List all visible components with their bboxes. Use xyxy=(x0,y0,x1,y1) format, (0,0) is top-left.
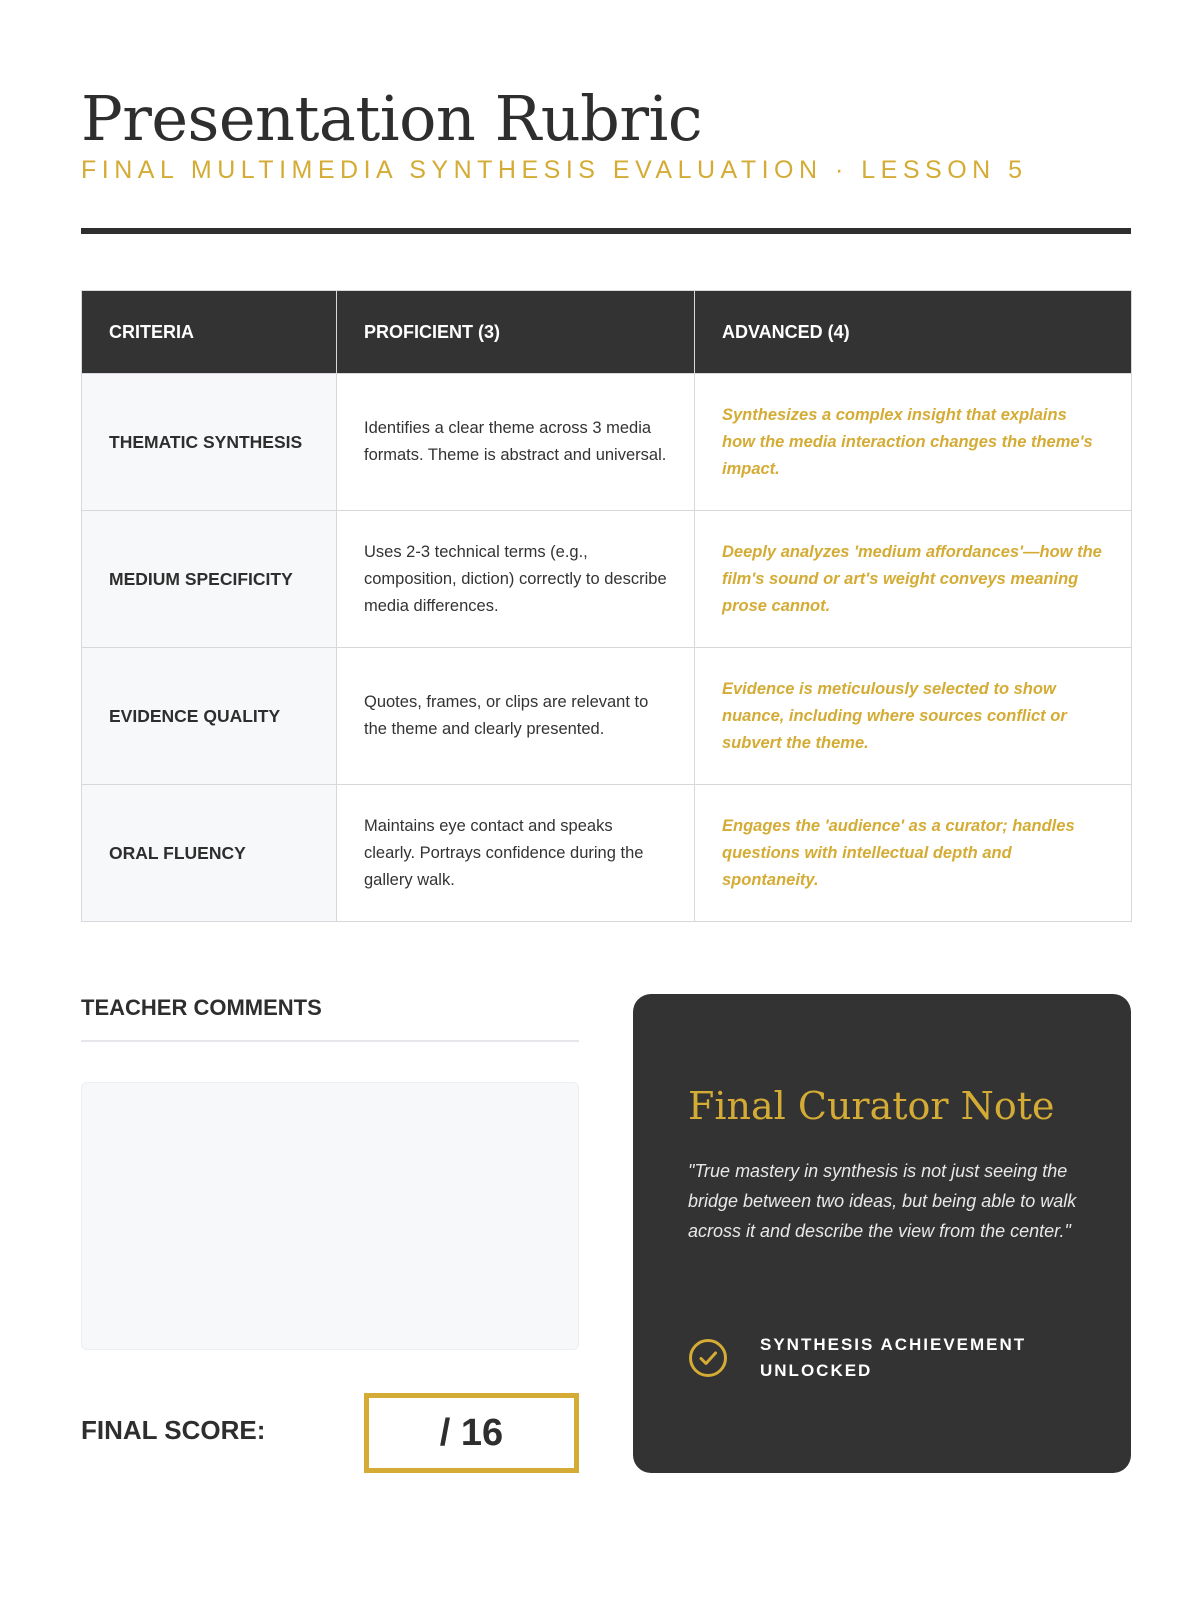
criteria-cell: THEMATIC SYNTHESIS xyxy=(82,374,337,511)
teacher-comments-title: TEACHER COMMENTS xyxy=(81,995,322,1020)
column-header-criteria: CRITERIA xyxy=(82,291,337,374)
proficient-cell: Uses 2-3 technical terms (e.g., composition, diction) correctly to describe media differences. xyxy=(337,511,695,648)
advanced-cell: Evidence is meticulously selected to show nuance, including where sources conflict or subvert the theme. xyxy=(695,648,1132,785)
proficient-cell: Identifies a clear theme across 3 media formats. Theme is abstract and universal. xyxy=(337,374,695,511)
column-header-advanced: ADVANCED (4) xyxy=(695,291,1132,374)
criteria-cell: MEDIUM SPECIFICITY xyxy=(82,511,337,648)
page-subtitle: FINAL MULTIMEDIA SYNTHESIS EVALUATION · LESSON 5 xyxy=(81,156,1028,184)
table-header-row xyxy=(82,291,1132,374)
comments-divider xyxy=(81,1040,579,1042)
check-circle-icon xyxy=(688,1338,728,1378)
rubric-table xyxy=(81,290,1132,922)
achievement-badge-text: SYNTHESIS ACHIEVEMENT UNLOCKED xyxy=(760,1335,1027,1380)
header-divider xyxy=(81,228,1131,234)
table-row xyxy=(82,648,1132,785)
curator-note-title: Final Curator Note xyxy=(688,1084,1055,1128)
advanced-cell: Engages the 'audience' as a curator; handles questions with intellectual depth and spontaneity. xyxy=(695,785,1132,922)
column-header-proficient: PROFICIENT (3) xyxy=(337,291,695,374)
curator-note-card xyxy=(633,994,1131,1473)
criteria-cell: ORAL FLUENCY xyxy=(82,785,337,922)
proficient-cell: Quotes, frames, or clips are relevant to the theme and clearly presented. xyxy=(337,648,695,785)
teacher-comments-box[interactable] xyxy=(81,1082,579,1350)
table-row xyxy=(82,374,1132,511)
curator-note-quote: "True mastery in synthesis is not just seeing the bridge between two ideas, but being able to walk across it and describe the view from the center." xyxy=(688,1161,1077,1241)
advanced-cell: Deeply analyzes 'medium affordances'—how the film's sound or art's weight conveys meaning prose cannot. xyxy=(695,511,1132,648)
proficient-cell: Maintains eye contact and speaks clearly. Portrays confidence during the gallery walk. xyxy=(337,785,695,922)
table-row xyxy=(82,785,1132,922)
final-score-label: FINAL SCORE: xyxy=(81,1415,266,1445)
table-row xyxy=(82,511,1132,648)
advanced-cell: Synthesizes a complex insight that explains how the media interaction changes the theme's impact. xyxy=(695,374,1132,511)
criteria-cell: EVIDENCE QUALITY xyxy=(82,648,337,785)
page-title: Presentation Rubric xyxy=(81,82,703,155)
final-score-box[interactable]: / 16 xyxy=(364,1393,579,1473)
